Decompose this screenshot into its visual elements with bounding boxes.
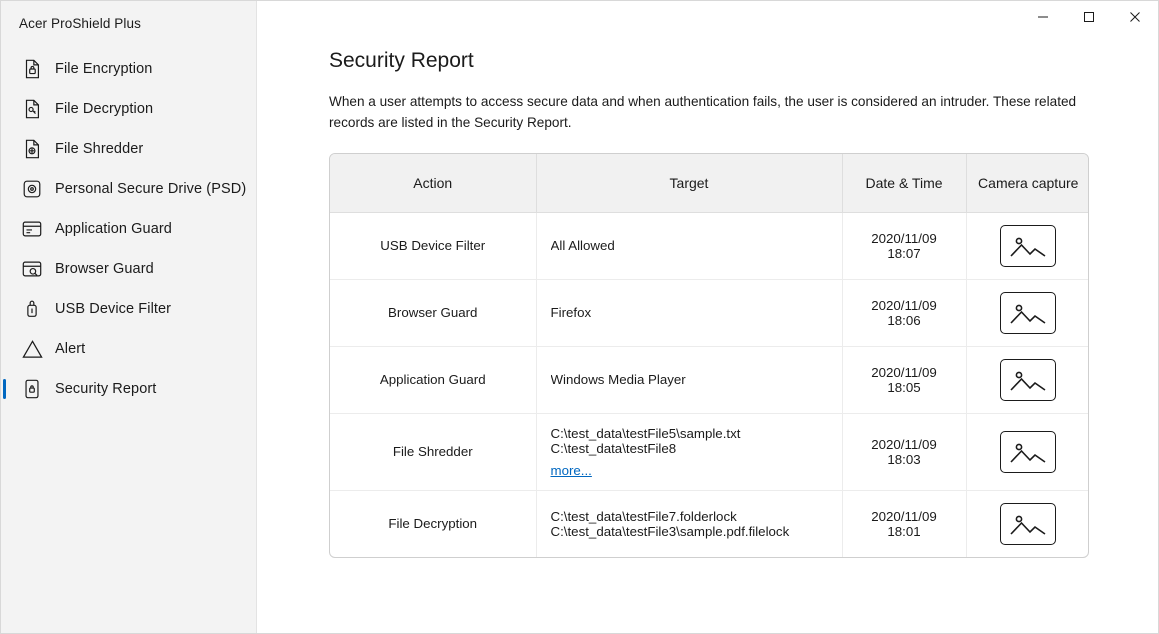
cell-action: File Shredder <box>330 413 536 490</box>
application-guard-icon <box>19 216 45 242</box>
secure-drive-icon <box>19 176 45 202</box>
app-title: Acer ProShield Plus <box>19 16 141 31</box>
sidebar-item-label: File Shredder <box>55 141 144 157</box>
browser-guard-icon <box>19 256 45 282</box>
file-shred-icon <box>19 136 45 162</box>
sidebar-item-browser-guard[interactable] <box>1 249 256 289</box>
cell-camera <box>966 490 1089 557</box>
cell-action: Browser Guard <box>330 279 536 346</box>
cell-target <box>536 413 842 490</box>
cell-action: Application Guard <box>330 346 536 413</box>
sidebar-item-file-shredder[interactable] <box>1 129 256 169</box>
maximize-button[interactable] <box>1066 1 1112 33</box>
target-line: C:\test_data\testFile5\sample.txt <box>550 425 741 441</box>
sidebar <box>1 1 257 633</box>
sidebar-item-label: Browser Guard <box>55 261 154 277</box>
table-row <box>330 346 1089 413</box>
table-row <box>330 279 1089 346</box>
cell-camera <box>966 212 1089 279</box>
table-header-row <box>330 154 1089 212</box>
cell-action: File Decryption <box>330 490 536 557</box>
sidebar-item-security-report[interactable] <box>1 369 256 409</box>
image-thumbnail-icon[interactable] <box>1000 292 1056 334</box>
sidebar-item-label: Security Report <box>55 381 157 397</box>
cell-target <box>536 346 842 413</box>
sidebar-item-file-decryption[interactable] <box>1 89 256 129</box>
sidebar-item-label: Alert <box>55 341 86 357</box>
sidebar-item-usb-device-filter[interactable] <box>1 289 256 329</box>
cell-datetime: 2020/11/09 18:06 <box>842 279 966 346</box>
image-thumbnail-icon[interactable] <box>1000 225 1056 267</box>
target-line: C:\test_data\testFile8 <box>550 440 677 456</box>
cell-datetime: 2020/11/09 18:01 <box>842 490 966 557</box>
page-description: When a user attempts to access secure data and when authentication fails, the user is considered an intruder. These related records are listed in the Security Report. <box>329 94 1077 130</box>
titlebar-controls <box>1020 1 1158 33</box>
sidebar-item-alert[interactable] <box>1 329 256 369</box>
table-row <box>330 212 1089 279</box>
cell-target <box>536 279 842 346</box>
sidebar-item-label: Application Guard <box>55 221 172 237</box>
image-thumbnail-icon[interactable] <box>1000 503 1056 545</box>
cell-target <box>536 490 842 557</box>
cell-datetime: 2020/11/09 18:05 <box>842 346 966 413</box>
minimize-button[interactable] <box>1020 1 1066 33</box>
sidebar-item-application-guard[interactable] <box>1 209 256 249</box>
close-button[interactable] <box>1112 1 1158 33</box>
column-header-action: Action <box>330 154 536 212</box>
cell-camera <box>966 279 1089 346</box>
sidebar-item-label: USB Device Filter <box>55 301 172 317</box>
sidebar-item-label: File Encryption <box>55 61 153 77</box>
cell-camera <box>966 413 1089 490</box>
image-thumbnail-icon[interactable] <box>1000 359 1056 401</box>
main-content <box>257 1 1158 633</box>
usb-device-icon <box>19 296 45 322</box>
sidebar-nav <box>1 49 256 409</box>
target-line: C:\test_data\testFile3\sample.pdf.filelock <box>550 523 790 539</box>
alert-triangle-icon <box>19 336 45 362</box>
target-line: C:\test_data\testFile7.folderlock <box>550 508 737 524</box>
target-line: Firefox <box>550 305 592 320</box>
table-row <box>330 413 1089 490</box>
security-report-table <box>329 153 1089 558</box>
target-line: All Allowed <box>550 238 615 253</box>
sidebar-item-personal-secure-drive[interactable] <box>1 169 256 209</box>
column-header-datetime: Date & Time <box>842 154 966 212</box>
image-thumbnail-icon[interactable] <box>1000 431 1056 473</box>
more-link[interactable]: more... <box>550 462 592 478</box>
cell-datetime: 2020/11/09 18:07 <box>842 212 966 279</box>
cell-datetime: 2020/11/09 18:03 <box>842 413 966 490</box>
sidebar-item-label: File Decryption <box>55 101 154 117</box>
cell-camera <box>966 346 1089 413</box>
column-header-camera: Camera capture <box>966 154 1089 212</box>
page-title: Security Report <box>329 49 474 72</box>
column-header-target: Target <box>536 154 842 212</box>
sidebar-item-label: Personal Secure Drive (PSD) <box>55 181 247 197</box>
cell-target <box>536 212 842 279</box>
file-lock-icon <box>19 56 45 82</box>
sidebar-item-file-encryption[interactable] <box>1 49 256 89</box>
cell-action: USB Device Filter <box>330 212 536 279</box>
security-report-icon <box>19 376 45 402</box>
table-row <box>330 490 1089 557</box>
file-key-icon <box>19 96 45 122</box>
target-line: Windows Media Player <box>550 372 686 387</box>
